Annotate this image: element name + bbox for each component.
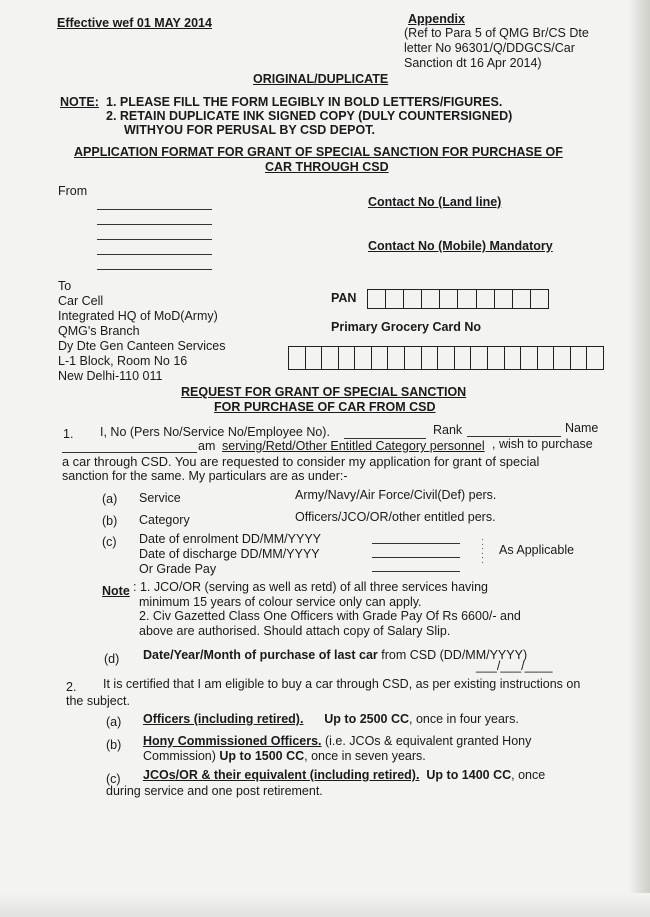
as-applicable-label: As Applicable	[499, 543, 575, 557]
jco-frequency: , once	[511, 768, 546, 782]
jco-cc-limit: Up to 1400 CC	[426, 768, 512, 782]
contact-mobile-label: Contact No (Mobile) Mandatory	[368, 239, 553, 253]
service-options[interactable]: Army/Navy/Air Force/Civil(Def) pers.	[295, 488, 497, 502]
name-label: Name	[565, 421, 599, 435]
from-address-line[interactable]	[97, 209, 212, 210]
last-purchase-date-blank[interactable]: ___/___/____	[476, 659, 553, 673]
discharge-date-label: Date of discharge DD/MM/YYYY	[139, 547, 320, 561]
to-line: Integrated HQ of MoD(Army)	[58, 309, 218, 323]
rank-label: Rank	[433, 423, 463, 437]
to-line: New Delhi-110 011	[58, 369, 163, 383]
note2-line3: 2. Civ Gazetted Class One Officers with Grade Pay Of Rs 6600/- and	[139, 609, 521, 623]
page-edge-shadow	[628, 0, 650, 917]
from-label: From	[58, 184, 88, 198]
para1-am: am	[198, 439, 216, 453]
status-options[interactable]: serving/Retd/Other Entitled Category personnel	[222, 439, 485, 453]
para2-b-text	[143, 734, 531, 748]
enrolment-date-blank[interactable]	[372, 543, 460, 544]
ref-line: Sanction dt 16 Apr 2014)	[404, 56, 542, 70]
hony-frequency: , once in seven years.	[304, 749, 426, 763]
pan-input-boxes[interactable]	[367, 289, 549, 309]
para2-c-text	[143, 768, 545, 782]
note2-line2: minimum 15 years of colour service only can apply.	[139, 595, 422, 609]
form-title-line2: CAR THROUGH CSD	[265, 160, 389, 174]
ref-line: (Ref to Para 5 of QMG Br/CS Dte	[404, 26, 589, 40]
note2-line1: : 1. JCO/OR (serving as well as retd) of all three services having	[133, 580, 488, 594]
pan-label: PAN	[331, 291, 357, 305]
grade-pay-blank[interactable]	[372, 571, 460, 572]
note2-line4: above are authorised. Should attach copy of Salary Slip.	[139, 624, 451, 638]
note-item-2-cont: WITHYOU FOR PERUSAL BY CSD DEPOT.	[124, 123, 375, 137]
to-line: Dy Dte Gen Canteen Services	[58, 339, 226, 353]
page-bottom-shadow	[0, 893, 650, 917]
para2-c-line2: during service and one post retirement.	[106, 784, 323, 798]
effective-date: Effective wef 01 MAY 2014	[57, 16, 212, 30]
brace-glyph: : : :	[481, 536, 485, 566]
service-label: Service	[139, 491, 181, 505]
contact-landline-label: Contact No (Land line)	[368, 195, 502, 209]
officers-cc-limit: Up to 2500 CC	[324, 712, 410, 726]
officers-frequency: , once in four years.	[409, 712, 519, 726]
appendix-title: Appendix	[408, 12, 465, 26]
item-c-label: (c)	[102, 535, 117, 549]
name-blank[interactable]	[62, 452, 197, 453]
para1-pers-no-label: I, No (Pers No/Service No/Employee No).	[100, 425, 330, 439]
item-b-label: (b)	[102, 514, 118, 528]
request-heading-line1: REQUEST FOR GRANT OF SPECIAL SANCTION	[181, 385, 467, 399]
dates-block	[139, 532, 321, 577]
to-line: QMG's Branch	[58, 324, 140, 338]
para1-number: 1.	[63, 427, 74, 441]
copy-type: ORIGINAL/DUPLICATE	[253, 72, 389, 86]
note-item-2: 2. RETAIN DUPLICATE INK SIGNED COPY (DULY COUNTERSIGNED)	[106, 109, 513, 123]
to-address-block	[58, 279, 225, 384]
para1-line3: sanction for the same. My particulars are as under:-	[62, 469, 348, 483]
note-item-1: 1. PLEASE FILL THE FORM LEGIBLY IN BOLD LETTERS/FIGURES.	[106, 95, 503, 109]
grocery-card-input-boxes[interactable]	[288, 346, 604, 370]
jco-or-title: JCOs/OR & their equivalent (including retired).	[143, 768, 420, 782]
category-label: Category	[139, 513, 190, 527]
grade-pay-label: Or Grade Pay	[139, 562, 217, 576]
note-label: NOTE:	[60, 95, 99, 109]
category-options[interactable]: Officers/JCO/OR/other entitled pers.	[295, 510, 496, 524]
hony-commission-text: Commission)	[143, 749, 220, 763]
para1-line2: a car through CSD. You are requested to consider my application for grant of special	[62, 454, 540, 469]
note2-label: Note	[102, 584, 130, 598]
form-title-line1: APPLICATION FORMAT FOR GRANT OF SPECIAL SANCTION FOR PURCHASE OF	[74, 145, 563, 159]
reference-block	[404, 26, 589, 71]
para2-c-label: (c)	[106, 772, 121, 786]
item-d-label: (d)	[104, 652, 120, 666]
para2-line2: the subject.	[66, 694, 130, 708]
to-label: To	[58, 279, 72, 293]
to-line: Car Cell	[58, 294, 104, 308]
para2-b-line2	[143, 749, 426, 763]
para2-b-label: (b)	[106, 738, 122, 752]
from-address-line[interactable]	[97, 239, 212, 240]
para1-wish-text: , wish to purchase	[492, 437, 593, 451]
hony-officers-desc: (i.e. JCOs & equivalent granted Hony	[321, 734, 532, 748]
para2-number: 2.	[66, 680, 77, 694]
para2-line1: It is certified that I am eligible to buy a car through CSD, as per existing instructions on	[103, 677, 581, 691]
para2-a-text	[143, 712, 519, 726]
to-line: L-1 Block, Room No 16	[58, 354, 188, 368]
grocery-card-label: Primary Grocery Card No	[331, 320, 482, 334]
hony-officers-title: Hony Commissioned Officers.	[143, 734, 322, 748]
enrolment-date-label: Date of enrolment DD/MM/YYYY	[139, 532, 322, 546]
item-d-text	[143, 648, 527, 662]
from-address-line[interactable]	[97, 224, 212, 225]
officers-title: Officers (including retired).	[143, 712, 304, 726]
request-heading-line2: FOR PURCHASE OF CAR FROM CSD	[214, 400, 436, 414]
discharge-date-blank[interactable]	[372, 557, 460, 558]
last-car-purchase-rest: from CSD (DD/MM/YYYY)	[377, 648, 528, 662]
ref-line: letter No 96301/Q/DDGCS/Car	[404, 41, 575, 55]
from-address-line[interactable]	[97, 254, 212, 255]
from-address-line[interactable]	[97, 269, 212, 270]
item-a-label: (a)	[102, 492, 118, 506]
para2-a-label: (a)	[106, 715, 122, 729]
last-car-purchase-label: Date/Year/Month of purchase of last car	[143, 648, 378, 662]
hony-cc-limit: Up to 1500 CC	[219, 749, 305, 763]
